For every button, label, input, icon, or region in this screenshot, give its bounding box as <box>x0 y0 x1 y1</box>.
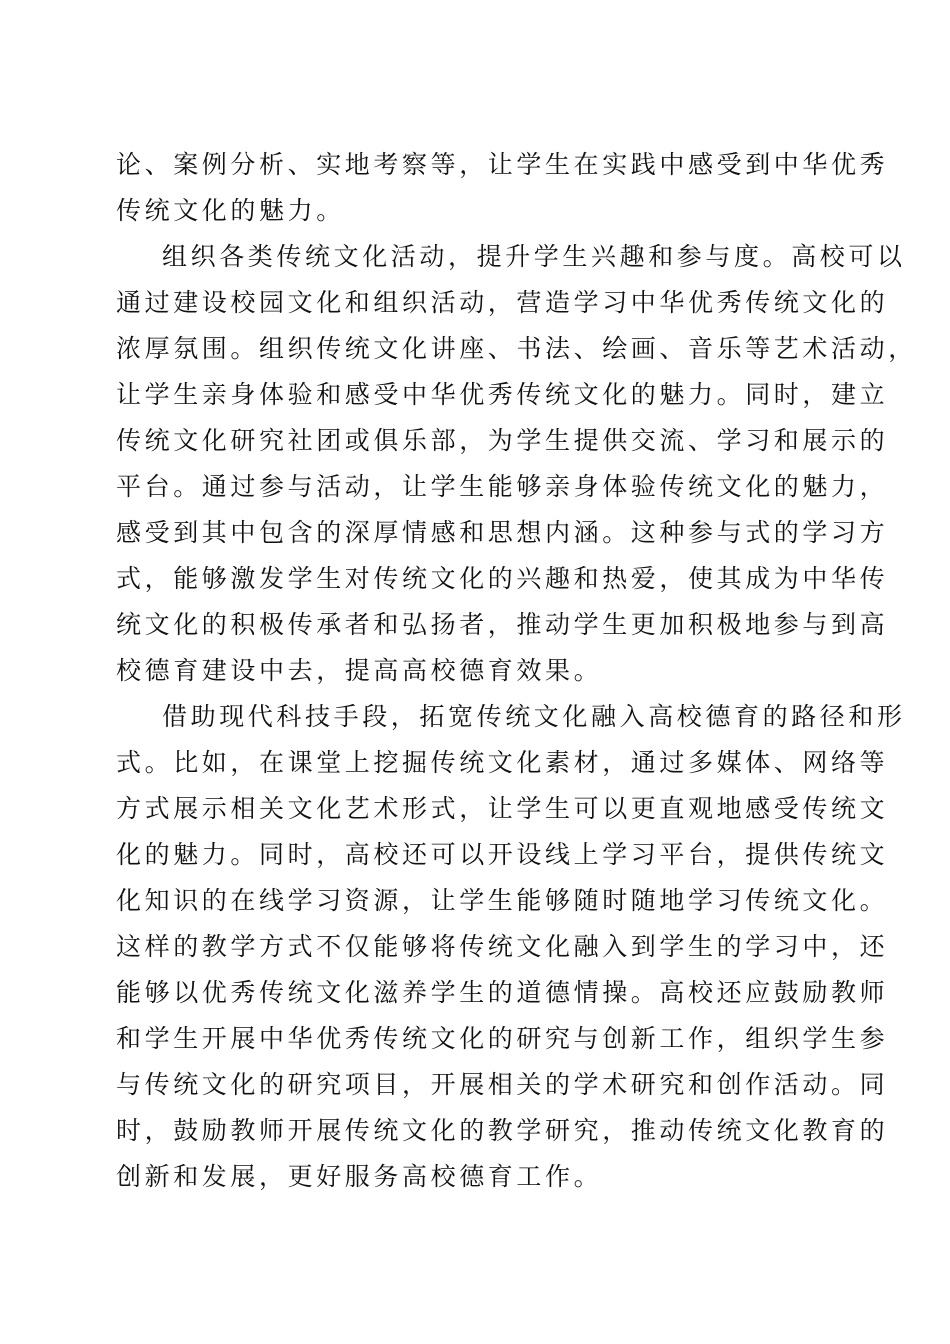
text-line: 传统文化研究社团或俱乐部，为学生提供交流、学习和展示的 <box>116 426 889 455</box>
text-line: 式，能够激发学生对传统文化的兴趣和热爱，使其成为中华传 <box>116 564 889 593</box>
text-line: 时，鼓励教师开展传统文化的教学研究，推动传统文化教育的 <box>116 1116 889 1145</box>
text-line: 式。比如，在课堂上挖掘传统文化素材，通过多媒体、网络等 <box>116 748 889 777</box>
text-line: 浓厚氛围。组织传统文化讲座、书法、绘画、音乐等艺术活动， <box>116 334 917 363</box>
text-line: 与传统文化的研究项目，开展相关的学术研究和创作活动。同 <box>116 1070 889 1099</box>
paragraph-start-line: 借助现代科技手段，拓宽传统文化融入高校德育的路径和形 <box>162 702 906 731</box>
text-line: 方式展示相关文化艺术形式，让学生可以更直观地感受传统文 <box>116 794 889 823</box>
text-line: 统文化的积极传承者和弘扬者，推动学生更加积极地参与到高 <box>116 610 889 639</box>
text-line: 传统文化的魅力。 <box>116 196 345 225</box>
document-body <box>116 142 917 1200</box>
text-line: 能够以优秀传统文化滋养学生的道德情操。高校还应鼓励教师 <box>116 978 889 1007</box>
paragraph-start-line: 组织各类传统文化活动，提升学生兴趣和参与度。高校可以 <box>162 242 906 271</box>
text-line: 化知识的在线学习资源，让学生能够随时随地学习传统文化。 <box>116 886 889 915</box>
text-line: 论、案例分析、实地考察等，让学生在实践中感受到中华优秀 <box>116 150 889 179</box>
text-line: 通过建设校园文化和组织活动，营造学习中华优秀传统文化的 <box>116 288 889 317</box>
text-line: 平台。通过参与活动，让学生能够亲身体验传统文化的魅力， <box>116 472 889 501</box>
text-line: 让学生亲身体验和感受中华优秀传统文化的魅力。同时，建立 <box>116 380 889 409</box>
text-line: 校德育建设中去，提高高校德育效果。 <box>116 656 603 685</box>
text-line: 和学生开展中华优秀传统文化的研究与创新工作，组织学生参 <box>116 1024 889 1053</box>
text-line: 这样的教学方式不仅能够将传统文化融入到学生的学习中，还 <box>116 932 889 961</box>
text-line: 化的魅力。同时，高校还可以开设线上学习平台，提供传统文 <box>116 840 889 869</box>
text-line: 感受到其中包含的深厚情感和思想内涵。这种参与式的学习方 <box>116 518 889 547</box>
text-line: 创新和发展，更好服务高校德育工作。 <box>116 1162 603 1191</box>
